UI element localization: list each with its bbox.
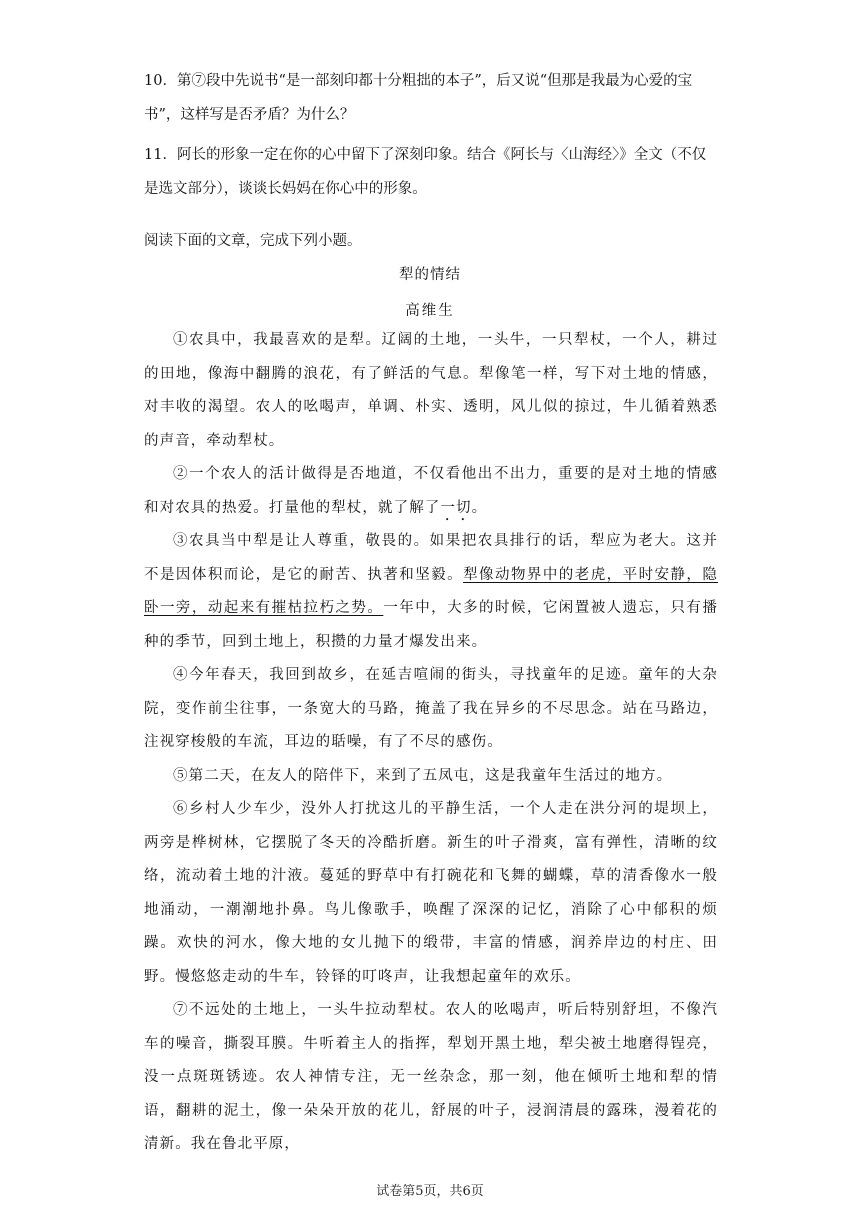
underlined-sentence: 犁像动物界中的老虎，平时安静，隐卧一旁，动起来有摧枯拉朽之势。	[144, 566, 718, 616]
reading-instruction: 阅读下面的文章，完成下列小题。	[144, 233, 362, 249]
paragraph-2-end: 。	[471, 499, 488, 516]
paragraph-6: ⑥乡村人少车少，没外人打扰这儿的平静生活，一个人走在洪分河的堤坝上，两旁是桦树林，它摆脱了冬天的冷酷折磨。新生的叶子滑爽，富有弹性，清晰的纹络，流动着土地的汁液。蔓延的野草中有打碗花和飞舞的蝴蝶，草的清香像水一般地涌动，一潮潮地扑鼻。鸟儿像歌手，唤醒了深深的记忆，消除了心中郁积的烦躁。欢快的河水，像大地的女儿抛下的缎带，丰富的情感，润养岸边的村庄、田野。慢悠悠走动的牛车，铃铎的叮咚声，让我想起童年的欢乐。	[144, 801, 718, 985]
paragraph-5: ⑤第二天，在友人的陪伴下，来到了五凤屯，这是我童年生活过的地方。	[173, 767, 673, 784]
question-10: 10．第⑦段中先说书“是一部刻印都十分粗拙的本子”，后又说“但那是我最为心爱的宝书”，这样写是否矛盾？为什么？	[144, 73, 693, 123]
paragraph-3	[144, 525, 718, 659]
paragraph-7: ⑦不远处的土地上，一头牛拉动犁杖。农人的吆喝声，听后特别舒坦，不像汽车的噪音，撕裂耳膜。牛听着主人的指挥，犁划开黑土地，犁尖被土地磨得锃亮，没一点斑斑锈迹。农人神情专注，无一丝杂念，那一刻，他在倾听土地和犁的情语，翻耕的泥土，像一朵朵开放的花儿，舒展的叶子，浸润清晨的露珠，漫着花的清新。我在鲁北平原，	[144, 1002, 718, 1152]
article-title: 犁的情结	[399, 267, 461, 283]
article-body	[144, 324, 718, 1162]
paragraph-2	[144, 458, 718, 525]
paragraph-4: ④今年春天，我回到故乡，在延吉喧闹的街头，寻找童年的足迹。童年的大杂院，变作前尘往事，一条宽大的马路，掩盖了我在异乡的不尽思念。站在马路边，注视穿梭般的车流，耳边的聒噪，有了不尽的感伤。	[144, 667, 718, 750]
question-11: 11．阿长的形象一定在你的心中留下了深刻印象。结合《阿长与〈山海经〉》全文（不仅是选文部分），谈谈长妈妈在你心中的形象。	[144, 147, 707, 197]
emphasized-word: 一切	[440, 499, 472, 516]
paragraph-1: ①农具中，我最喜欢的是犁。辽阔的土地，一头牛，一只犁杖，一个人，耕过的田地，像海中翻腾的浪花，有了鲜活的气息。犁像笔一样，写下对土地的情感，对丰收的渴望。农人的吆喝声，单调、朴实、透明，风儿似的掠过，牛儿循着熟悉的声音，牵动犁杖。	[144, 332, 718, 449]
article-author: 高维生	[405, 303, 455, 319]
paragraph-2-text: ②一个农人的活计做得是否地道，不仅看他出不出力，重要的是对土地的情感和对农具的热爱。打量他的犁杖，就了解了	[144, 466, 718, 516]
paragraph-3-text: ③农具当中犁是让人尊重，敬畏的。如果把农具排行的话，犁应为老大。这并不是因体积而论，是它的耐苦、执著和坚毅。	[144, 533, 718, 583]
page-footer: 试卷第5页，共6页	[376, 1184, 484, 1199]
paragraph-3-rest: 一年中，大多的时候，它闲置被人遗忘，只有播种的季节，回到土地上，积攒的力量才爆发出来。	[144, 600, 718, 650]
